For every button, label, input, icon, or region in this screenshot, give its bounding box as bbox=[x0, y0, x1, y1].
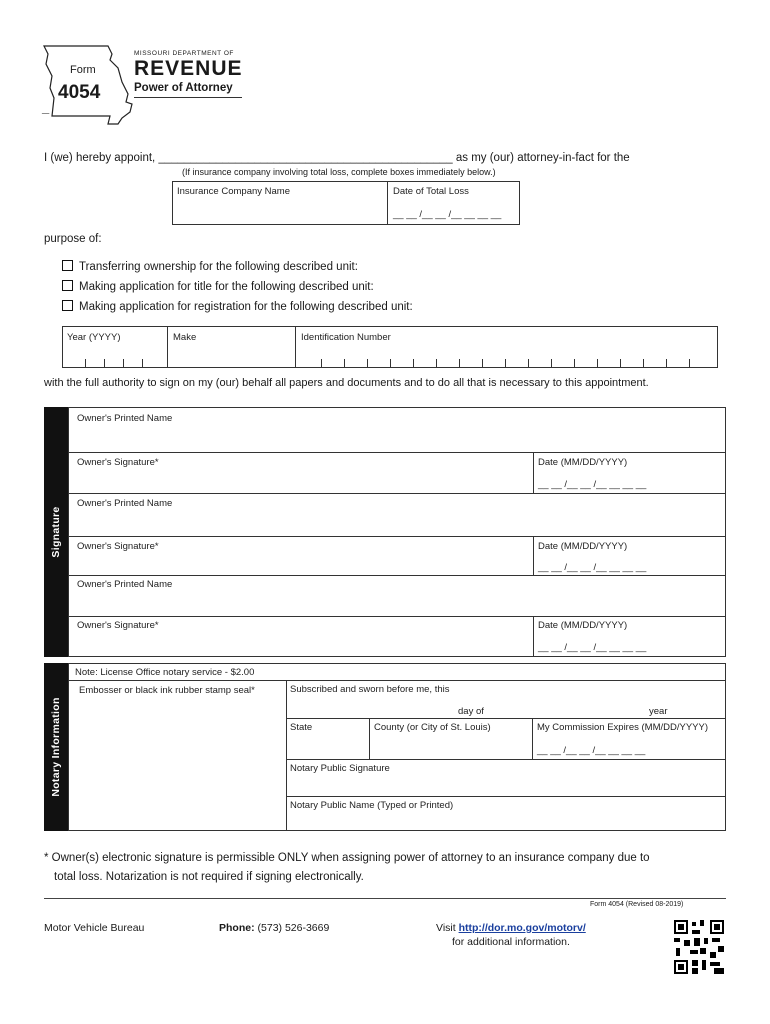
header bbox=[38, 42, 258, 127]
option-transfer-checkbox[interactable] bbox=[62, 260, 73, 271]
owner-1-printed-name-label: Owner's Printed Name bbox=[77, 413, 173, 424]
notary-county-label: County (or City of St. Louis) bbox=[374, 722, 491, 733]
appoint-tail: as my (our) attorney-in-fact for the bbox=[455, 152, 630, 164]
commission-expires-label: My Commission Expires (MM/DD/YYYY) bbox=[537, 722, 709, 733]
option-transfer[interactable] bbox=[62, 260, 358, 273]
owner-2-printed-name-label: Owner's Printed Name bbox=[77, 498, 173, 509]
phone-label: Phone: bbox=[219, 922, 255, 934]
notary-sidebar bbox=[44, 663, 68, 831]
option-title[interactable] bbox=[62, 280, 374, 293]
owner-2-date-label: Date (MM/DD/YYYY) bbox=[538, 541, 628, 552]
appoint-line bbox=[44, 152, 630, 164]
owner-1-printed-name[interactable] bbox=[69, 408, 725, 452]
date-total-loss-label: Date of Total Loss bbox=[393, 186, 469, 197]
motorv-link[interactable]: http://dor.mo.gov/motorv/ bbox=[458, 922, 586, 934]
option-transfer-label: Transferring ownership for the following described unit: bbox=[79, 261, 358, 273]
insurance-note: (If insurance company involving total loss, complete boxes immediately below.) bbox=[182, 167, 496, 177]
year-of-label[interactable]: year bbox=[649, 706, 668, 717]
form-number: 4054 bbox=[58, 82, 101, 103]
form-revision: Form 4054 (Revised 08-2019) bbox=[590, 901, 684, 908]
phone bbox=[219, 922, 329, 934]
notary-fee-note: Note: License Office notary service - $2.00 bbox=[75, 667, 255, 678]
footnote-line-1: * Owner(s) electronic signature is permissible ONLY when assigning power of attorney to an insurance company due to bbox=[44, 852, 650, 864]
owner-2-printed-name[interactable] bbox=[69, 494, 725, 536]
authority-statement: with the full authority to sign on my (our) behalf all papers and documents and to do all that is necessary to this appointment. bbox=[44, 377, 649, 389]
signature-section bbox=[68, 407, 726, 657]
signature-sidebar bbox=[44, 407, 68, 657]
option-registration[interactable] bbox=[62, 300, 413, 313]
notary-state-field[interactable] bbox=[287, 719, 369, 759]
owner-1-date-blank: __ __ /__ __ /__ __ __ __ bbox=[538, 479, 647, 490]
date-total-loss-field[interactable]: __ __ /__ __ /__ __ __ __ bbox=[393, 209, 502, 220]
form-word: Form bbox=[70, 64, 96, 76]
revenue-logo: REVENUE bbox=[134, 57, 243, 80]
motor-vehicle-bureau: Motor Vehicle Bureau bbox=[44, 922, 145, 934]
owner-3-signature-label: Owner's Signature* bbox=[77, 620, 159, 631]
notary-state-label: State bbox=[290, 722, 313, 733]
commission-expires-field[interactable] bbox=[533, 719, 725, 759]
phone-number: (573) 526-3669 bbox=[257, 922, 330, 934]
notary-section bbox=[68, 663, 726, 831]
owner-3-printed-name-label: Owner's Printed Name bbox=[77, 579, 173, 590]
year-label: Year (YYYY) bbox=[67, 332, 121, 343]
notary-public-signature-field[interactable] bbox=[287, 760, 725, 796]
option-title-checkbox[interactable] bbox=[62, 280, 73, 291]
notary-seal-label: Embosser or black ink rubber stamp seal* bbox=[79, 685, 255, 696]
notary-seal-area bbox=[69, 681, 286, 830]
owner-3-date-blank: __ __ /__ __ /__ __ __ __ bbox=[538, 642, 647, 653]
unit-table bbox=[62, 326, 718, 368]
identification-number-label: Identification Number bbox=[301, 332, 391, 343]
day-of-label[interactable]: day of bbox=[458, 706, 484, 717]
owner-3-date[interactable] bbox=[534, 617, 724, 656]
visit-line bbox=[436, 922, 586, 934]
appointee-blank[interactable]: ______________________________________________ bbox=[158, 152, 453, 164]
dept-small: MISSOURI DEPARTMENT OF bbox=[134, 50, 234, 57]
owner-3-printed-name[interactable] bbox=[69, 576, 725, 616]
signature-sidebar-label: Signature bbox=[50, 506, 62, 558]
commission-expires-blank: __ __ /__ __ /__ __ __ __ bbox=[537, 745, 646, 756]
owner-3-date-label: Date (MM/DD/YYYY) bbox=[538, 620, 628, 631]
owner-1-date[interactable] bbox=[534, 453, 724, 493]
notary-county-field[interactable] bbox=[370, 719, 532, 759]
footer-divider bbox=[44, 898, 726, 899]
appoint-lead: I (we) hereby appoint, bbox=[44, 152, 156, 164]
owner-2-date-blank: __ __ /__ __ /__ __ __ __ bbox=[538, 562, 647, 573]
owner-2-signature[interactable] bbox=[69, 537, 533, 575]
owner-1-signature-label: Owner's Signature* bbox=[77, 457, 159, 468]
visit-label: Visit bbox=[436, 922, 456, 934]
option-registration-label: Making application for registration for the following described unit: bbox=[79, 301, 413, 313]
year-field[interactable] bbox=[85, 359, 145, 367]
insurance-company-box bbox=[172, 181, 520, 225]
notary-public-name-label: Notary Public Name (Typed or Printed) bbox=[290, 800, 454, 811]
option-registration-checkbox[interactable] bbox=[62, 300, 73, 311]
additional-info: for additional information. bbox=[452, 936, 570, 948]
notary-public-name-field[interactable] bbox=[287, 797, 725, 830]
owner-2-signature-label: Owner's Signature* bbox=[77, 541, 159, 552]
owner-2-date[interactable] bbox=[534, 537, 724, 575]
option-title-label: Making application for title for the following described unit: bbox=[79, 281, 374, 293]
notary-sidebar-label: Notary Information bbox=[50, 697, 62, 797]
identification-number-field[interactable] bbox=[321, 359, 706, 367]
owner-1-signature[interactable] bbox=[69, 453, 533, 493]
make-label: Make bbox=[173, 332, 197, 343]
purpose-label: purpose of: bbox=[44, 233, 102, 245]
notary-public-signature-label: Notary Public Signature bbox=[290, 763, 390, 774]
owner-1-date-label: Date (MM/DD/YYYY) bbox=[538, 457, 628, 468]
form-underscore: _ bbox=[42, 100, 50, 115]
sworn-statement: Subscribed and sworn before me, this bbox=[290, 684, 450, 695]
form-title: Power of Attorney bbox=[134, 82, 233, 94]
insurance-company-label: Insurance Company Name bbox=[177, 186, 290, 197]
qr-code-icon bbox=[674, 920, 724, 974]
owner-3-signature[interactable] bbox=[69, 617, 533, 656]
footnote-line-2: total loss. Notarization is not required if signing electronically. bbox=[54, 871, 364, 883]
